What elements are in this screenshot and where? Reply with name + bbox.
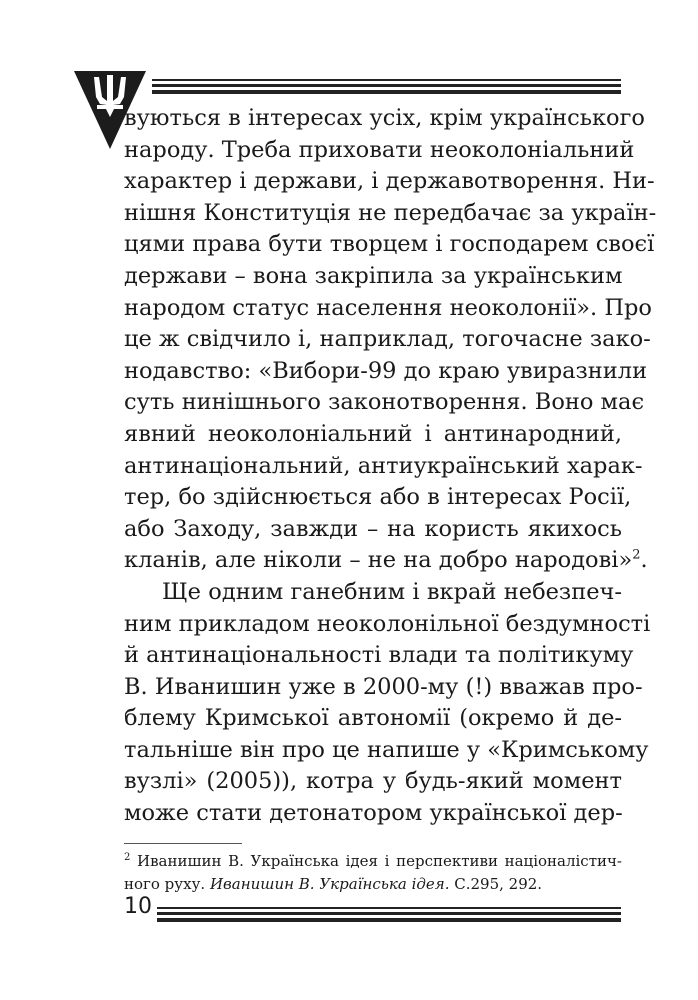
text-line: нішня Конституція не передбачає за україн-	[124, 199, 657, 226]
text-line: вуються в інтересах усіх, крім українського	[124, 105, 645, 131]
text-line: й антинаціональності влади та політикуму	[124, 642, 634, 669]
text-line: народом статус населення неоколонії». Про	[124, 294, 652, 321]
text-line: народу. Треба приховати неоколоніальний	[124, 136, 635, 163]
body-text	[124, 103, 657, 830]
header-rules	[152, 79, 621, 94]
page-number: 10	[124, 894, 152, 919]
text-line-with-footnote-ref: кланів, але ніколи – не на добро народові»$^2$.	[124, 547, 648, 574]
text-line: це ж свідчило і, наприклад, тогочасне зако-	[124, 326, 651, 353]
text-line: може стати детонатором української дер-	[124, 800, 623, 827]
footnote-number: 2	[124, 852, 131, 863]
footnote	[124, 850, 622, 895]
text-line: держави – вона закріпила за українським	[124, 262, 623, 289]
footnote-reference[interactable]: 2	[632, 547, 641, 563]
text-line: або Заходу, завжди – на користь якихось	[124, 515, 622, 542]
text-line: цями права бути творцем і господарем своєї	[124, 231, 655, 258]
text-line: вузлі» (2005)), котра у будь-який момент	[124, 768, 622, 795]
footnote-text: ного руху.	[124, 874, 206, 893]
text-line: ним прикладом неоколонільної бездумності	[124, 610, 651, 637]
text-line: нодавство: «Вибори-99 до краю увиразнили	[124, 357, 648, 384]
text-line: антинаціональний, антиукраїнський харак-	[124, 452, 643, 479]
footer-rules	[157, 907, 621, 922]
text-line: блему Кримської автономії (окремо й де-	[124, 705, 622, 732]
text-line: В. Иванишин уже в 2000-му (!) вважав про-	[124, 673, 643, 700]
footnote-pages: С.295, 292.	[454, 874, 543, 893]
footnote-separator	[124, 843, 242, 844]
text-line: тальніше він про це напише у «Кримському	[124, 736, 649, 763]
text-line: явний неоколоніальний і антинародний,	[124, 420, 622, 447]
footnote-citation: Иванишин В. Українська ідея.	[209, 874, 450, 893]
paragraph-first-line: Ще одним ганебним і вкрай небезпеч-	[162, 578, 622, 605]
text-line: характер і держави, і державотворення. Ни-	[124, 168, 655, 195]
text-line: суть нинішнього законотворення. Воно має	[124, 389, 645, 416]
footnote-text: Иванишин В. Українська ідея і перспективи націоналістич-	[137, 852, 622, 870]
footnote-line	[124, 873, 622, 896]
text-line: тер, бо здійснюється або в інтересах Росії,	[124, 484, 632, 511]
text-line: кланів, але ніколи – не на добро народові»	[124, 547, 633, 574]
footnote-line	[124, 850, 622, 873]
